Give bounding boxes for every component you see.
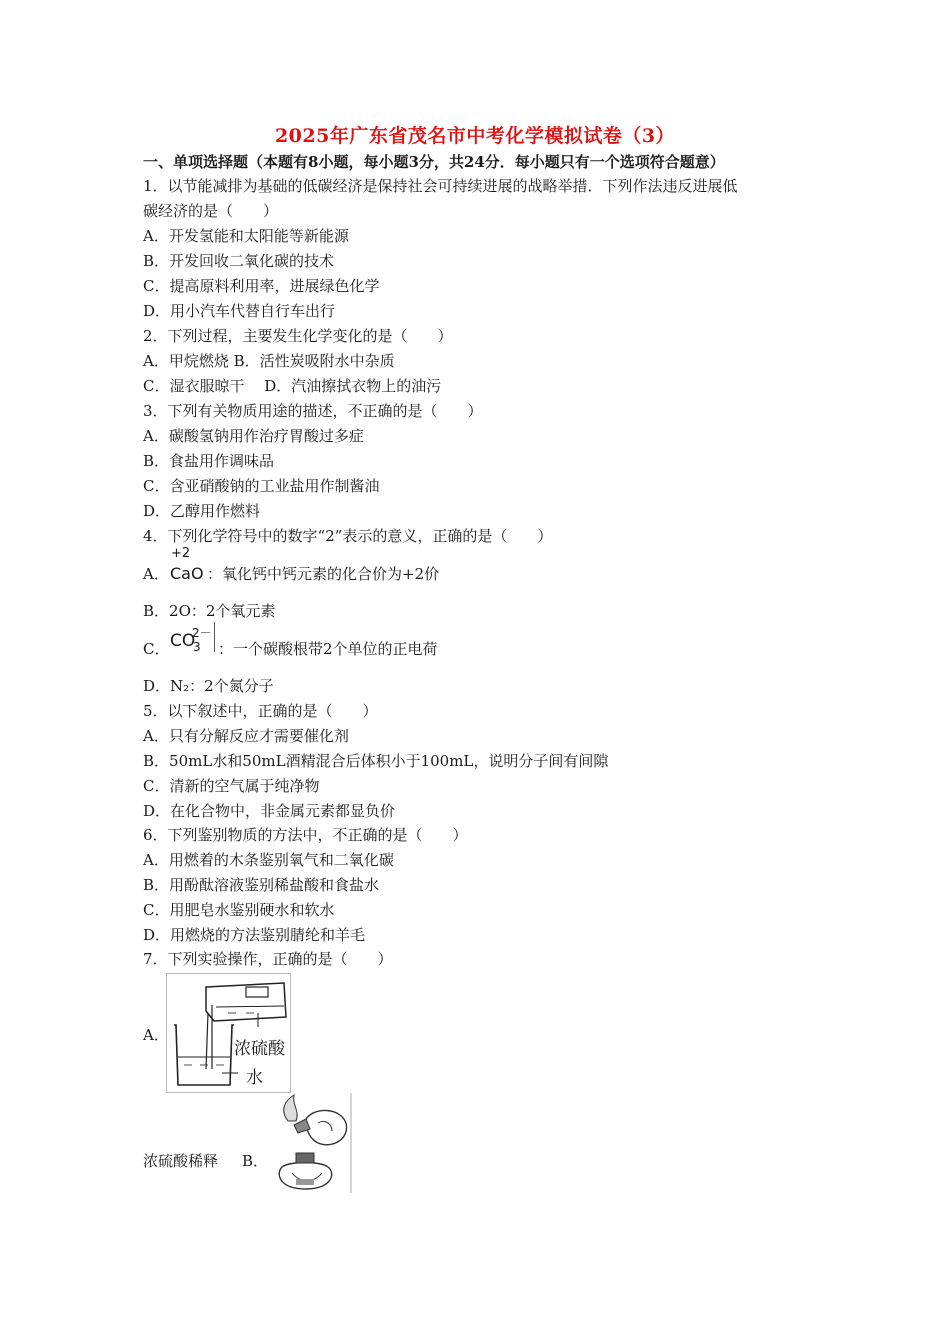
carbonate-formula: CO <box>170 631 196 651</box>
option-a-text: ：氧化钙中钙元素的化合价为+2价 <box>207 565 440 583</box>
acid-dilution-figure <box>166 973 291 1093</box>
option-line: C．湿衣服晾干 D．汽油擦拭衣物上的油污 <box>143 377 442 395</box>
option-line: A．开发氢能和太阳能等新能源 <box>143 227 349 245</box>
option-line: D．用小汽车代替自行车出行 <box>143 302 336 320</box>
question-line: 7．下列实验操作，正确的是（ ） <box>143 950 393 968</box>
option-line: D．乙醇用作燃料 <box>143 502 261 520</box>
option-line: C．用肥皂水鉴别硬水和软水 <box>143 901 335 919</box>
option-a-label: A． <box>143 1026 169 1044</box>
section-heading: 一、单项选择题（本题有8小题，每小题3分，共24分．每小题只有一个选项符合题意） <box>143 153 725 171</box>
formula-subscript: 3 <box>193 640 201 654</box>
option-line: B．用酚酞溶液鉴别稀盐酸和食盐水 <box>143 876 380 894</box>
water-label: 水 <box>246 1068 263 1088</box>
option-line: B．食盐用作调味品 <box>143 452 275 470</box>
option-line: A．只有分解反应才需要催化剂 <box>143 727 349 745</box>
option-c-text: ：一个碳酸根带2个单位的正电荷 <box>218 640 438 658</box>
question-line: 3．下列有关物质用途的描述，不正确的是（ ） <box>143 402 483 420</box>
option-line: C．清新的空气属于纯净物 <box>143 777 320 795</box>
option-line: D．在化合物中，非金属元素都显负价 <box>143 802 396 820</box>
image-border <box>214 622 215 652</box>
option-c-label: C． <box>143 640 170 658</box>
option-line: C．含亚硝酸钠的工业盐用作制酱油 <box>143 477 380 495</box>
option-a-label: A． <box>143 565 169 583</box>
question-line: 1．以节能减排为基础的低碳经济是保持社会可持续进展的战略举措．下列作法违反进展低 <box>143 177 738 195</box>
exam-title: 2025年广东省茂名市中考化学模拟试卷（3） <box>274 125 676 147</box>
option-line: D．用燃烧的方法鉴别腈纶和羊毛 <box>143 926 366 944</box>
option-line: A．用燃着的木条鉴别氧气和二氧化碳 <box>143 851 394 869</box>
option-line: B．50mL水和50mL酒精混合后体积小于100mL，说明分子间有间隙 <box>143 752 609 770</box>
question-line: 6．下列鉴别物质的方法中，不正确的是（ ） <box>143 826 468 844</box>
option-b-line: B．2O：2个氧元素 <box>143 602 276 620</box>
option-line: A．甲烷燃烧 B．活性炭吸附水中杂质 <box>143 352 395 370</box>
lamp-illustration <box>266 1093 352 1193</box>
option-line: B．开发回收二氧化碳的技术 <box>143 252 335 270</box>
option-line: C．提高原料利用率，进展绿色化学 <box>143 277 380 295</box>
option-a-caption: 浓硫酸稀释 <box>143 1152 219 1170</box>
question-line: 4．下列化学符号中的数字“2”表示的意义，正确的是（ ） <box>143 527 553 545</box>
cao-formula: CaO <box>170 564 204 583</box>
question-line: 2．下列过程，主要发生化学变化的是（ ） <box>143 327 453 345</box>
option-b-label: B． <box>242 1152 269 1170</box>
question-line: 碳经济的是（ ） <box>143 202 279 220</box>
dilution-illustration <box>166 973 291 1093</box>
option-d-line: D．N₂：2个氮分子 <box>143 677 274 695</box>
valence-superscript: +2 <box>171 546 191 561</box>
acid-label: 浓硫酸 <box>234 1039 285 1059</box>
charge-superscript: 2－ <box>192 626 212 640</box>
option-line: A．碳酸氢钠用作治疗胃酸过多症 <box>143 427 364 445</box>
question-line: 5．以下叙述中，正确的是（ ） <box>143 702 378 720</box>
alcohol-lamp-figure <box>266 1093 352 1193</box>
